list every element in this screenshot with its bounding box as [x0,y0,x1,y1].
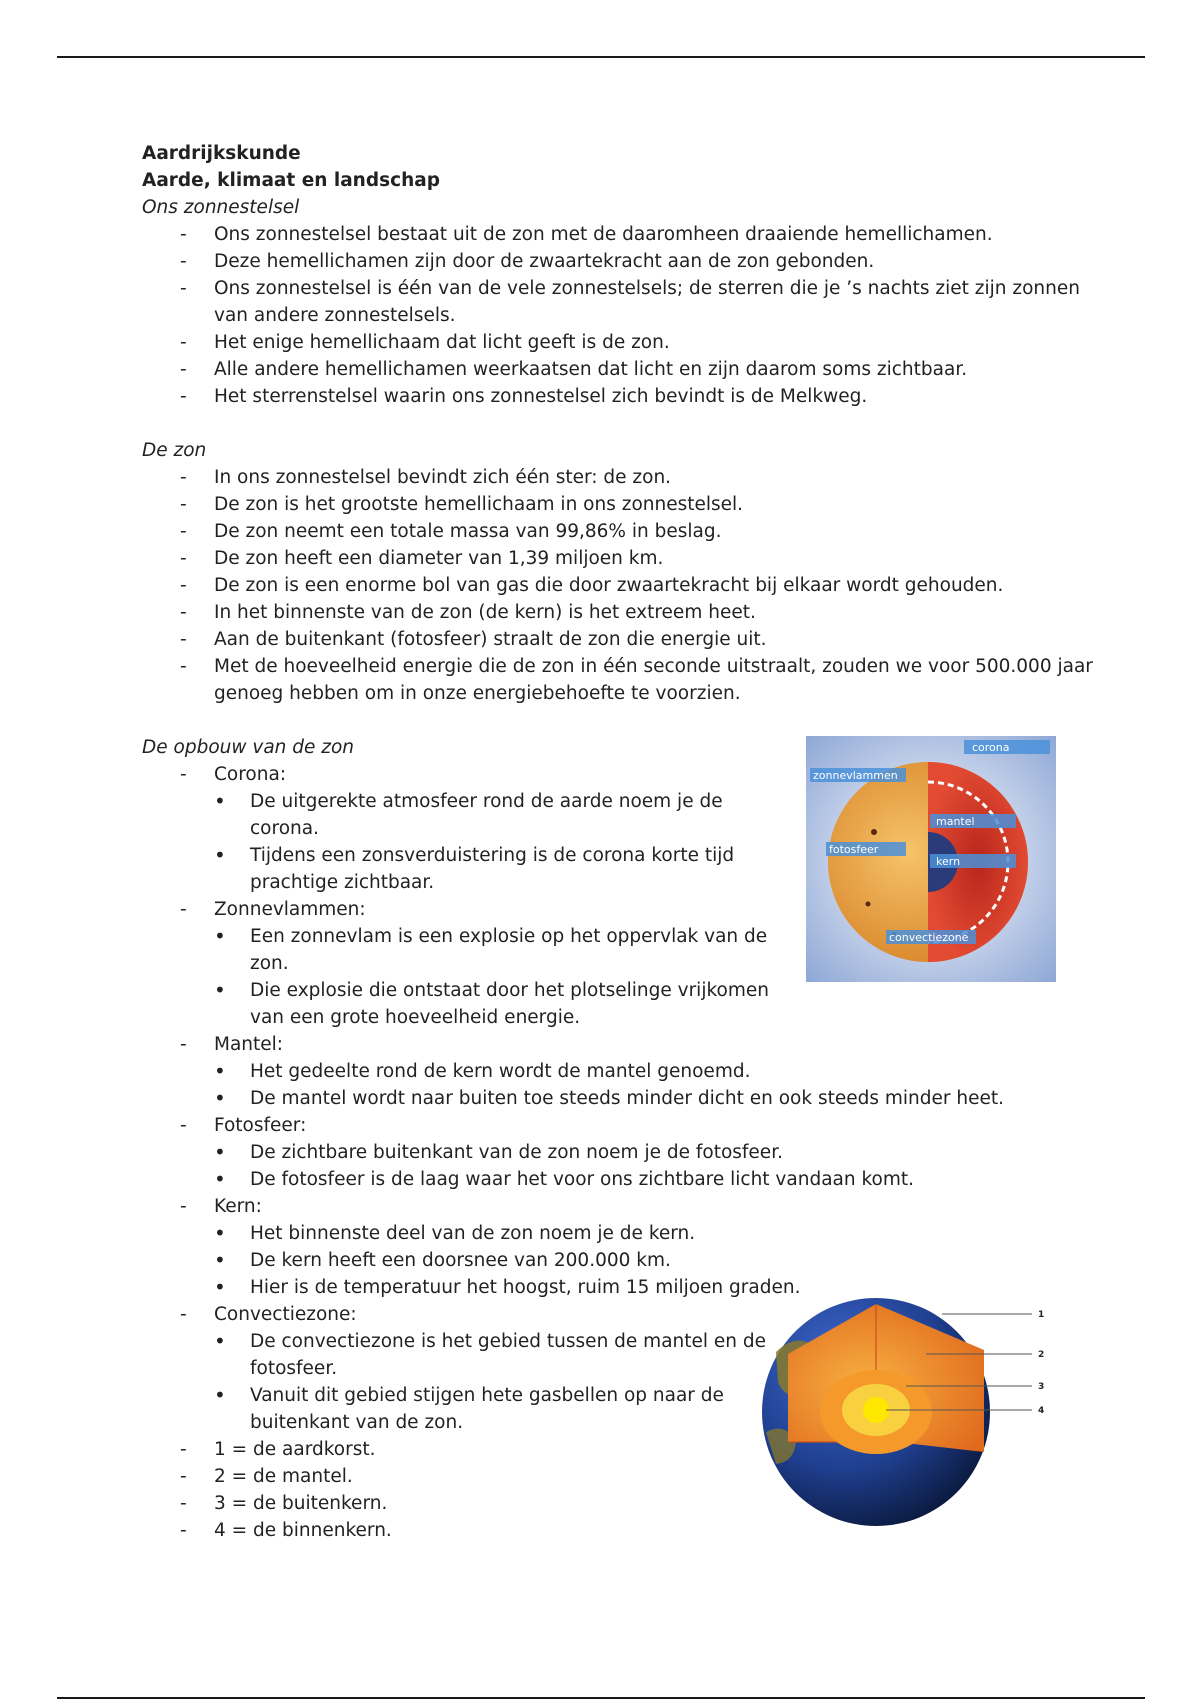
sun-diagram [806,736,1056,982]
label-corona: corona [972,741,1010,754]
sunspot [866,902,871,907]
list-item-photosphere [142,1112,1102,1193]
bullet-item: • De zichtbare buitenkant van de zon noem je de fotosfeer. [214,1139,1102,1166]
label-mantle: mantel [936,815,975,828]
list-item: - 4 = de binnenkern. [142,1517,1102,1544]
header-rule [57,56,1145,58]
section-title-sun: De zon [142,440,207,461]
bullet-item: • Die explosie die ontstaat door het plotselinge vrijkomen van een grote hoeveelheid energie. [214,977,790,1031]
earth-diagram [756,1292,1060,1528]
list-item: - In ons zonnestelsel bevindt zich één ster: de zon. [142,464,1102,491]
inner-core [863,1397,889,1423]
footer-rule [57,1697,1145,1699]
label-photosphere: fotosfeer [829,843,879,856]
list-item: - 3 = de buitenkern. [142,1490,1102,1517]
bullet-item: • Het binnenste deel van de zon noem je de kern. [214,1220,1102,1247]
list-item: - Het enige hemellichaam dat licht geeft is de zon. [142,329,1102,356]
core-bullets [214,1220,1102,1301]
label-core: kern [936,855,961,868]
list-item: - De zon is een enorme bol van gas die door zwaartekracht bij elkaar wordt gehouden. [142,572,1102,599]
list-item: - Deze hemellichamen zijn door de zwaartekracht aan de zon gebonden. [142,248,1102,275]
list-item: - De zon neemt een totale massa van 99,86% in beslag. [142,518,1102,545]
list-item: - De zon is het grootste hemellichaam in ons zonnestelsel. [142,491,1102,518]
mantle-bullets [214,1058,1102,1112]
label-convection: convectiezone [889,931,969,944]
bullet-item: • De uitgerekte atmosfeer rond de aarde noem je de corona. [214,788,790,842]
list-item-core [142,1193,1102,1301]
list-item: - Het sterrenstelsel waarin ons zonnestelsel zich bevindt is de Melkweg. [142,383,1102,410]
section-title-solar-system: Ons zonnestelsel [142,197,300,218]
chapter-heading: Aarde, klimaat en landschap [142,170,440,191]
layer-number-2: 2 [1038,1350,1045,1360]
list-item: - In het binnenste van de zon (de kern) is het extreem heet. [142,599,1102,626]
sun-list [142,464,1102,707]
section-title-structure: De opbouw van de zon [142,737,355,758]
bullet-item: • De kern heeft een doorsnee van 200.000 km. [214,1247,1102,1274]
label-flares: zonnevlammen [813,769,898,782]
layer-number-4: 4 [1038,1406,1045,1416]
list-item: - De zon heeft een diameter van 1,39 miljoen km. [142,545,1102,572]
term-label: Kern: [214,1196,262,1217]
subject-heading: Aardrijkskunde [142,143,301,164]
term-label: Zonnevlammen: [214,899,366,920]
bullet-item: • De mantel wordt naar buiten toe steeds minder dicht en ook steeds minder heet. [214,1085,1102,1112]
bullet-item: • De convectiezone is het gebied tussen de mantel en de fotosfeer. [214,1328,790,1382]
solar-system-list [142,221,1102,410]
list-item: - 1 = de aardkorst. [142,1436,1102,1463]
list-item-mantle [142,1031,1102,1112]
bullet-item: • De fotosfeer is de laag waar het voor ons zichtbare licht vandaan komt. [214,1166,1102,1193]
term-label: Mantel: [214,1034,284,1055]
bullet-item: • Een zonnevlam is een explosie op het oppervlak van de zon. [214,923,790,977]
sunspot [871,829,877,835]
list-item: - 2 = de mantel. [142,1463,1102,1490]
bullet-item: • Het gedeelte rond de kern wordt de mantel genoemd. [214,1058,1102,1085]
bullet-item: • Tijdens een zonsverduistering is de corona korte tijd prachtige zichtbaar. [214,842,790,896]
list-item: - Aan de buitenkant (fotosfeer) straalt de zon die energie uit. [142,626,1102,653]
term-label: Fotosfeer: [214,1115,307,1136]
bullet-item: • Hier is de temperatuur het hoogst, ruim 15 miljoen graden. [214,1274,1102,1301]
layer-number-3: 3 [1038,1382,1045,1392]
list-item: - Alle andere hemellichamen weerkaatsen dat licht en zijn daarom soms zichtbaar. [142,356,1102,383]
term-label: Corona: [214,764,287,785]
list-item: - Met de hoeveelheid energie die de zon in één seconde uitstraalt, zouden we voor 500.000 jaar genoeg hebben om in onze energiebehoefte te voorzien. [142,653,1102,707]
list-item: - Ons zonnestelsel bestaat uit de zon met de daaromheen draaiende hemellichamen. [142,221,1102,248]
term-label: Convectiezone: [214,1304,357,1325]
list-item: - Ons zonnestelsel is één van de vele zonnestelsels; de sterren die je ’s nachts ziet zijn zonnen van andere zonnestelsels. [142,275,1102,329]
bullet-item: • Vanuit dit gebied stijgen hete gasbellen op naar de buitenkant van de zon. [214,1382,790,1436]
layer-number-1: 1 [1038,1310,1045,1320]
photosphere-bullets [214,1139,1102,1193]
